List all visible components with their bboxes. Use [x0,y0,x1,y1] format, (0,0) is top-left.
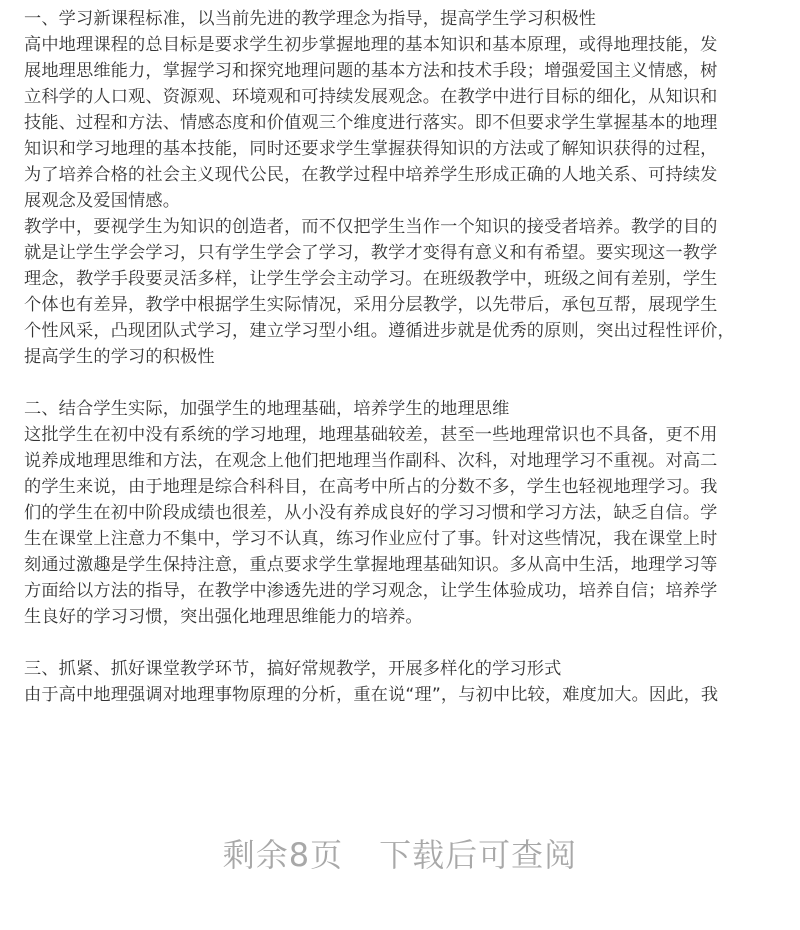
text-line: 理念，教学手段要灵活多样，让学生学会主动学习。在班级教学中，班级之间有差别，学生 [24,269,718,289]
download-prompt[interactable] [0,833,800,877]
text-line: 由于高中地理强调对地理事物原理的分析，重在说“理”，与初中比较，难度加大。因此，我 [24,685,719,705]
text-line: 说养成地理思维和方法，在观念上他们把地理当作副科、次科，对地理学习不重视。对高二 [24,451,718,471]
paragraph [24,682,784,708]
text-line: 为了培养合格的社会主义现代公民，在教学过程中培养学生形成正确的人地关系、可持续发 [24,165,718,185]
text-line: 个性风采，凸现团队式学习，建立学习型小组。遵循进步就是优秀的原则，突出过程性评价， [24,321,735,341]
text-line: 提高学生的学习的积极性 [24,347,215,367]
text-line: 生良好的学习习惯，突出强化地理思维能力的培养。 [24,607,423,627]
section-heading: 一、学习新课程标准，以当前先进的教学理念为指导，提高学生学习积极性 [24,9,597,29]
document-body [24,6,784,708]
paragraph [24,214,784,370]
section-spacer [24,370,784,396]
text-line: 这批学生在初中没有系统的学习地理，地理基础较差，甚至一些地理常识也不具备，更不用 [24,425,718,445]
section-heading: 三、抓紧、抓好课堂教学环节，搞好常规教学，开展多样化的学习形式 [24,659,562,679]
remaining-pages-label: 剩余8页 [222,836,344,874]
text-line: 的学生来说，由于地理是综合科科目，在高考中所占的分数不多，学生也轻视地理学习。我 [24,477,718,497]
text-line: 立科学的人口观、资源观、环境观和可持续发展观念。在教学中进行目标的细化，从知识和 [24,87,718,107]
text-line: 技能、过程和方法、情感态度和价值观三个维度进行落实。即不但要求学生掌握基本的地理 [24,113,718,133]
text-line: 就是让学生学会学习，只有学生学会了学习，教学才变得有意义和有希望。要实现这一教学 [24,243,718,263]
text-line: 方面给以方法的指导，在教学中渗透先进的学习观念，让学生体验成功，培养自信；培养学 [24,581,718,601]
text-line: 教学中，要视学生为知识的创造者，而不仅把学生当作一个知识的接受者培养。教学的目的 [24,217,718,237]
text-line: 们的学生在初中阶段成绩也很差，从小没有养成良好的学习习惯和学习方法，缺乏自信。学 [24,503,718,523]
paragraph [24,422,784,630]
text-line: 知识和学习地理的基本技能，同时还要求学生掌握获得知识的方法或了解知识获得的过程， [24,139,718,159]
text-line: 生在课堂上注意力不集中，学习不认真，练习作业应付了事。针对这些情况，我在课堂上时 [24,529,718,549]
text-line: 展地理思维能力，掌握学习和探究地理问题的基本方法和技术手段；增强爱国主义情感，树 [24,61,718,81]
text-line: 个体也有差异，教学中根据学生实际情况，采用分层教学，以先带后，承包互帮，展现学生 [24,295,718,315]
section-heading: 二、结合学生实际，加强学生的地理基础，培养学生的地理思维 [24,399,510,419]
text-line: 展观念及爱国情感。 [24,191,181,211]
text-line: 刻通过激趣是学生保持注意，重点要求学生掌握地理基础知识。多从高中生活，地理学习等 [24,555,718,575]
download-to-view-label: 下载后可查阅 [379,836,578,874]
section-spacer [24,630,784,656]
paragraph [24,32,784,214]
text-line: 高中地理课程的总目标是要求学生初步掌握地理的基本知识和基本原理，或得地理技能，发 [24,35,718,55]
